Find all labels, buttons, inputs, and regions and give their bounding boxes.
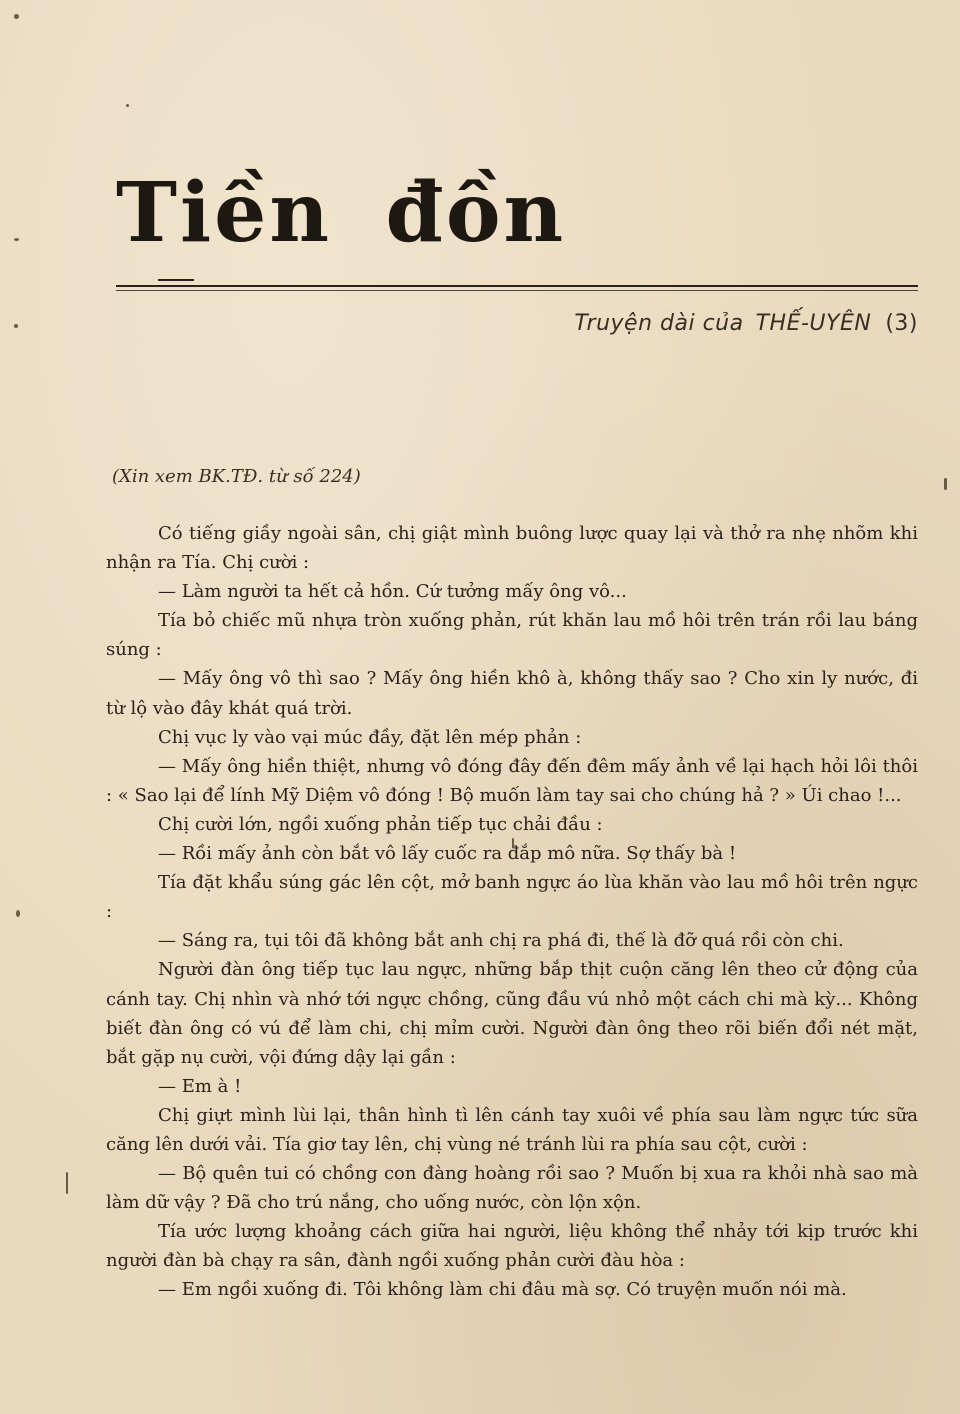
- title-rule: [116, 285, 918, 287]
- paragraph: — Sáng ra, tụi tôi đã không bắt anh chị ra phá đi, thế là đỡ quá rồi còn chi.: [158, 930, 844, 952]
- author-name: THẾ-UYÊN: [755, 311, 872, 336]
- paragraph: — Mấy ông vô thì sao ? Mấy ông hiền khô à, không thấy sao ? Cho xin ly nước, đi từ lộ vào đây khát quá trời.: [106, 668, 918, 719]
- continuation-note: (Xin xem BK.TĐ. từ số 224): [112, 466, 361, 487]
- paragraph: Có tiếng giầy ngoài sân, chị giật mình buông lược quay lại và thở ra nhẹ nhõm khi nhận ra Tía. Chị cười :: [106, 523, 918, 574]
- paragraph: — Làm người ta hết cả hồn. Cứ tưởng mấy ông vô...: [158, 581, 627, 603]
- paragraph: — Rồi mấy ảnh còn bắt vô lấy cuốc ra đắp mô nữa. Sợ thấy bà !: [158, 843, 737, 865]
- paragraph: Người đàn ông tiếp tục lau ngực, những bắp thịt cuộn căng lên theo cử động của cánh tay. Chị nhìn và nhớ tới ngực chồng, cũng đầu vú nhỏ một cách chi mà kỳ... Không biết đàn ông có vú để làm chi, chị mỉm cười. Người đàn ông theo rõi biến đổi nét mặt, bắt gặp nụ cười, vội đứng dậy lại gần :: [106, 959, 918, 1068]
- paper-speck: [16, 910, 20, 917]
- paragraph: — Mấy ông hiền thiệt, nhưng vô đóng đây đến đêm mấy ảnh về lại hạch hỏi lôi thôi : « Sao lại để lính Mỹ Diệm vô đóng ! Bộ muốn làm tay sai cho chúng hả ? » Úi chao !...: [106, 755, 918, 806]
- title-rule: [116, 290, 918, 291]
- article-title: Tiền đồn: [116, 165, 567, 261]
- paragraph: Tía bỏ chiếc mũ nhựa tròn xuống phản, rút khăn lau mồ hôi trên trán rồi lau báng súng :: [106, 610, 918, 661]
- paragraph: Tía đặt khẩu súng gác lên cột, mở banh ngực áo lùa khăn vào lau mồ hôi trên ngực :: [106, 872, 918, 923]
- paragraph: — Em ngồi xuống đi. Tôi không làm chi đâu mà sợ. Có truyện muốn nói mà.: [158, 1279, 847, 1301]
- paragraph: Chị vục ly vào vại múc đầy, đặt lên mép phản :: [158, 726, 582, 748]
- title-rule-accent: [158, 279, 194, 281]
- story-body: [106, 519, 918, 1305]
- paper-speck: [66, 1172, 68, 1194]
- paragraph: Tía ước lượng khoảng cách giữa hai người, liệu không thể nhảy tới kịp trước khi người đàn bà chạy ra sân, đành ngồi xuống phản cười đàu hòa :: [106, 1221, 918, 1272]
- paper-speck: [14, 14, 19, 19]
- installment-number: (3): [885, 311, 918, 336]
- paper-speck: [14, 238, 19, 241]
- paragraph: Chị giựt mình lùi lại, thân hình tì lên cánh tay xuôi về phía sau làm ngực tức sữa căng lên dưới vải. Tía giơ tay lên, chị vùng né tránh lùi ra phía sau cột, cười :: [106, 1104, 918, 1155]
- paper-speck: [126, 104, 129, 107]
- paragraph: — Bộ quên tui có chồng con đàng hoàng rồi sao ? Muốn bị xua ra khỏi nhà sao mà làm dữ vậy ? Đã cho trú nắng, cho uống nước, còn lộn xộn.: [106, 1163, 918, 1214]
- paper-speck: [944, 478, 947, 490]
- byline: [574, 311, 918, 336]
- paper-speck: [14, 324, 18, 328]
- paragraph: — Em à !: [158, 1075, 242, 1097]
- byline-label: Truyện dài của: [574, 311, 744, 336]
- paragraph: Chị cười lớn, ngồi xuống phản tiếp tục chải đầu :: [158, 813, 603, 835]
